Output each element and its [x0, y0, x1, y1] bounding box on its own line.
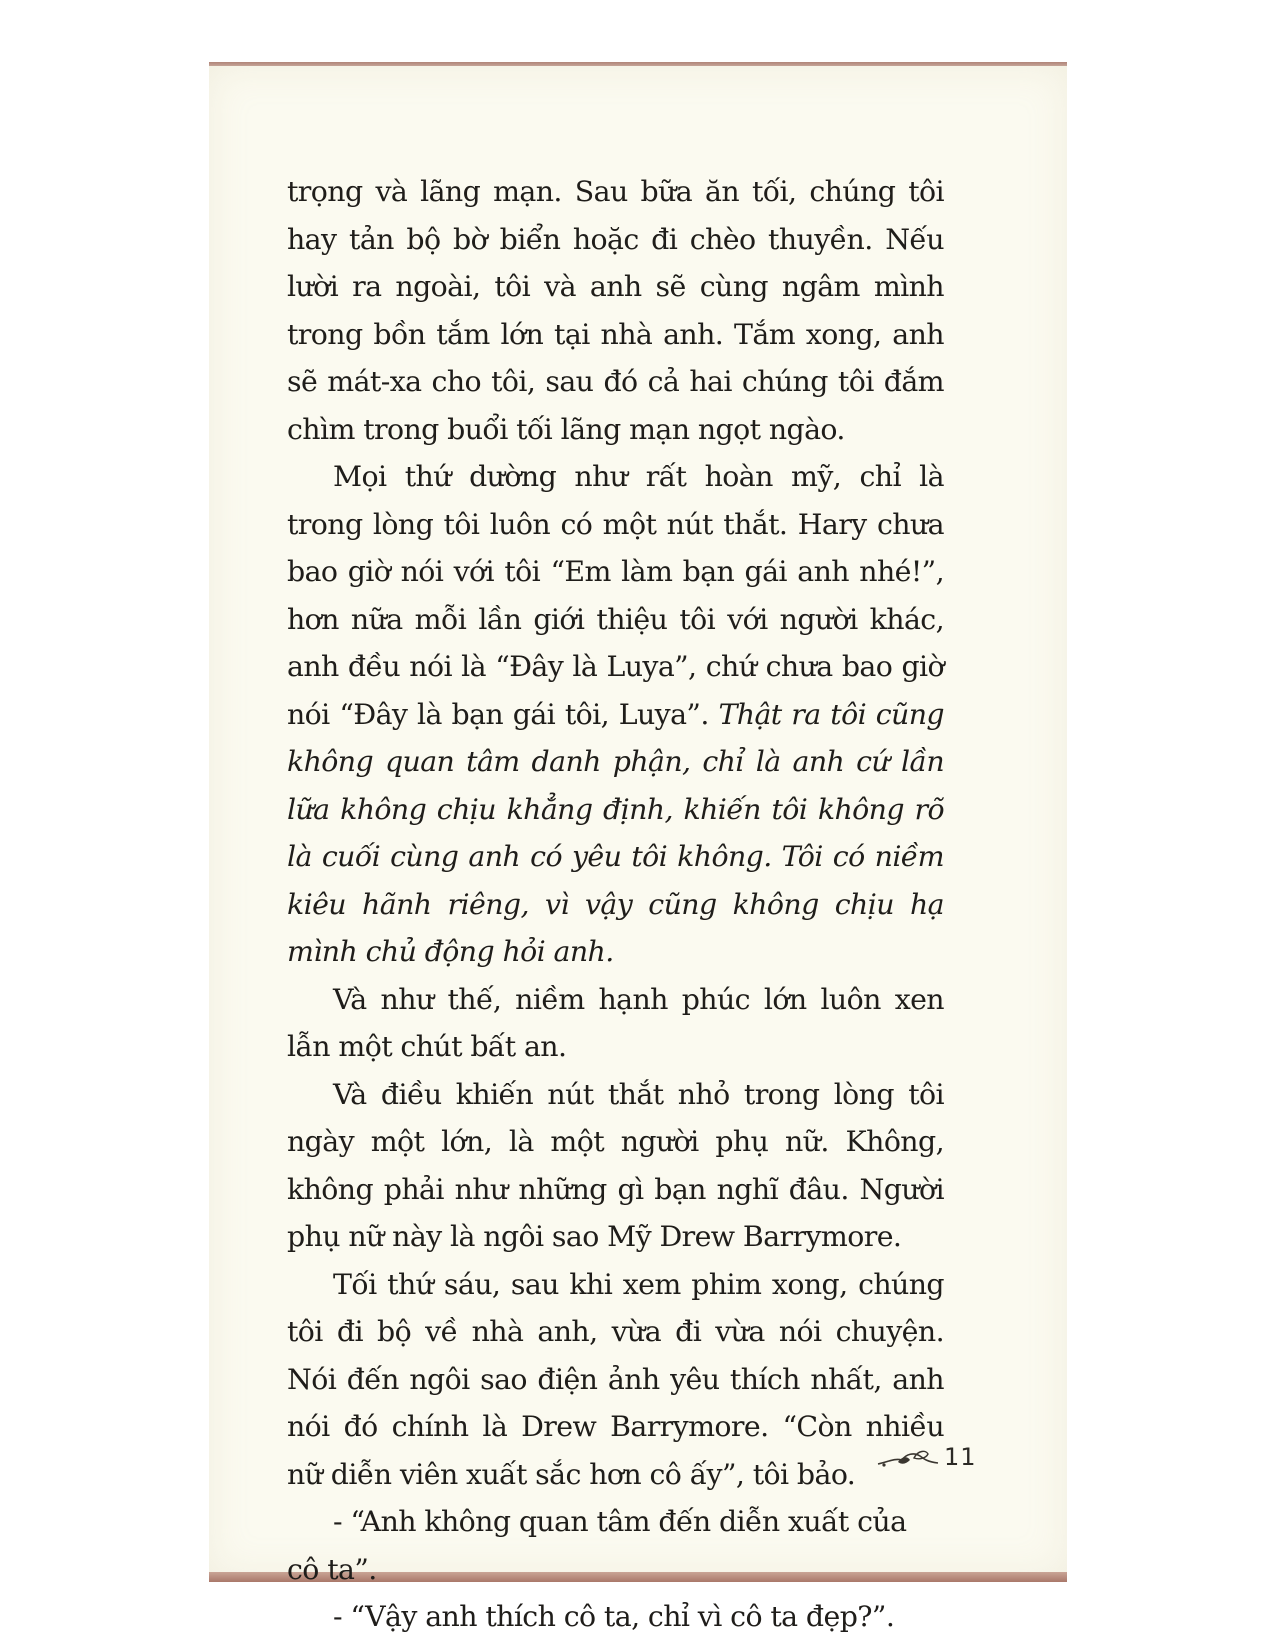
page-footer — [876, 1443, 977, 1471]
page-number: 11 — [944, 1443, 977, 1471]
italic-text: Thật ra tôi cũng không quan tâm danh phận, chỉ là anh cứ lần lữa không chịu khẳng định, khiến tôi không rõ là cuối cùng anh có yêu tôi không. Tôi có niềm kiêu hãnh riêng, vì vậy cũng không chịu hạ mình chủ động hỏi anh. — [287, 697, 944, 968]
paragraph-text: Và như thế, niềm hạnh phúc lớn luôn xen lẫn một chút bất an. — [287, 982, 944, 1063]
decorative-flourish-icon — [876, 1444, 940, 1470]
body-text — [287, 168, 944, 1641]
paragraph — [287, 1261, 944, 1499]
dialogue-line: - “Vậy anh thích cô ta, chỉ vì cô ta đẹp?”. — [333, 1600, 895, 1633]
paragraph-text: Mọi thứ dường như rất hoàn mỹ, chỉ là trong lòng tôi luôn có một nút thắt. Hary chưa bao giờ nói với tôi “Em làm bạn gái anh nhé!”, hơn nữa mỗi lần giới thiệu tôi với người khác, anh đều nói là “Đây là Luya”, chứ chưa bao giờ nói “Đây là bạn gái tôi, Luya”. — [287, 460, 944, 731]
paragraph-text: Tối thứ sáu, sau khi xem phim xong, chúng tôi đi bộ về nhà anh, vừa đi vừa nói chuyện. Nói đến ngôi sao điện ảnh yêu thích nhất, anh nói đó chính là Drew Barrymore. “Còn nhiều nữ diễn viên xuất sắc hơn cô ấy”, tôi bảo. — [287, 1267, 944, 1491]
dialogue-line: - “Anh không quan tâm đến diễn xuất của cô ta”. — [287, 1505, 907, 1586]
paragraph — [287, 453, 944, 976]
paragraph — [287, 168, 944, 453]
paragraph — [287, 976, 944, 1071]
paragraph-text: trọng và lãng mạn. Sau bữa ăn tối, chúng tôi hay tản bộ bờ biển hoặc đi chèo thuyền. Nếu lười ra ngoài, tôi và anh sẽ cùng ngâm mình trong bồn tắm lớn tại nhà anh. Tắm xong, anh sẽ mát-xa cho tôi, sau đó cả hai chúng tôi đắm chìm trong buổi tối lãng mạn ngọt ngào. — [287, 175, 944, 446]
paragraph — [287, 1071, 944, 1261]
paragraph-text: Và điều khiến nút thắt nhỏ trong lòng tôi ngày một lớn, là một người phụ nữ. Không, không phải như những gì bạn nghĩ đâu. Người phụ nữ này là ngôi sao Mỹ Drew Barrymore. — [287, 1077, 944, 1253]
